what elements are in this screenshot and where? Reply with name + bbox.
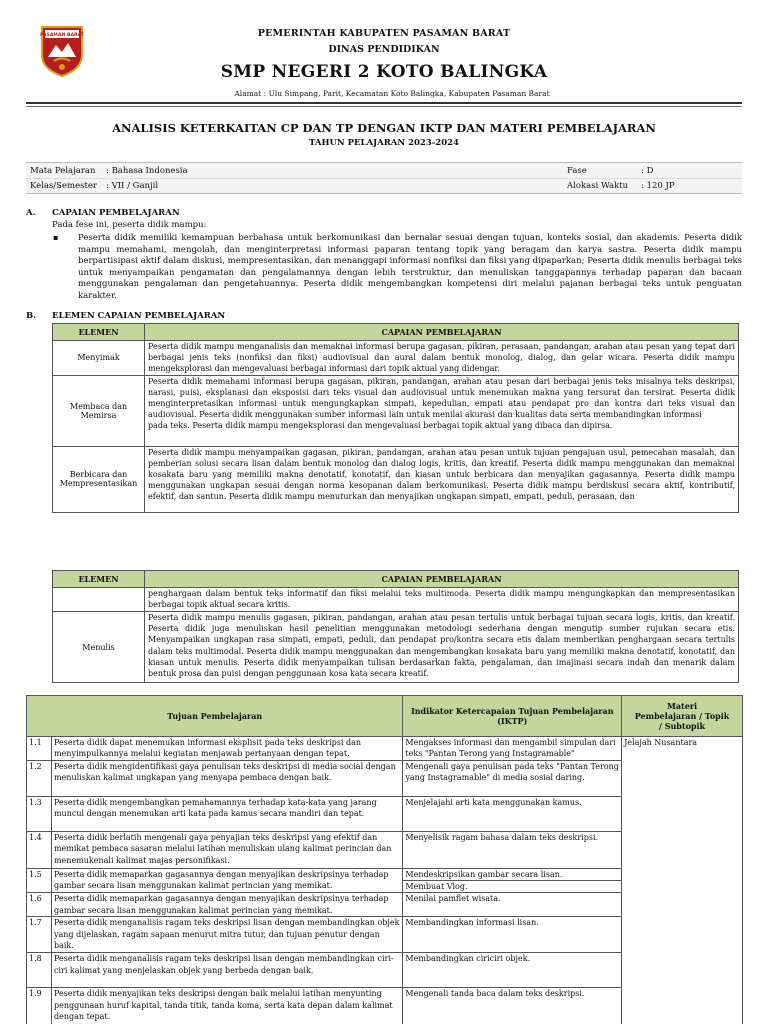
capaian-membaca	[145, 375, 739, 446]
letterhead-divider-thin	[26, 106, 742, 107]
letterhead-divider	[26, 102, 742, 104]
tp-number: 1.1	[27, 737, 52, 761]
table-row	[53, 588, 739, 612]
section-a-title: CAPAIAN PEMBELAJARAN	[52, 208, 180, 218]
col-elemen-header: ELEMEN	[53, 324, 145, 341]
tp-text: Peserta didik mengembangkan pemahamannya terhadap kata-kata yang jarang muncul dengan menemukan arti kata pada kamus secara mandiri dan tepat.	[51, 797, 402, 832]
iktp-cell	[403, 869, 622, 893]
iktp-text: Mengenali gaya penulisan pada teks "Pantan Terong yang Instagramable" di media sosial daring.	[403, 761, 622, 797]
tp-number: 1.2	[27, 761, 52, 797]
tp-number: 1.7	[27, 917, 52, 953]
tp-number: 1.4	[27, 832, 52, 869]
tp-text: Peserta didik berlatih mengenali gaya penyajian teks deskripsi yang efektif dan memikat pembaca sasaran melalui latihan menuliskan ulang kalimat perincian dan menemukenali kalimat majas personifikasi.	[51, 832, 402, 869]
alokasi-label: Alokasi Waktu	[567, 181, 629, 191]
section-a-number: A.	[26, 208, 36, 218]
kelas-value: : VII / Ganjil	[106, 181, 159, 191]
capaian-berbicara: Peserta didik mampu menyampaikan gagasan, pikiran, pandangan, arahan atau pesan untuk tujuan pengajuan usul, pemecahan masalah, dan pemberian solusi secara lisan dalam bentuk monolog dan dialog logis, kritis, dan kreatif. Peserta didik mampu menggunakan dan memaknai kosakata baru yang memiliki makna denotatif, konotatif, dan kiasan untuk berbicara dan menyajikan gagasannya. Peserta didik mampu menggunakan ungkapan sesuai dengan norma kesopanan dalam berkomunikasi. Peserta didik mampu berdiskusi secara aktif, kontributif, efektif, dan santun. Peserta didik mampu menuturkan dan menyajikan ungkapan simpati, empati, peduli, perasaan, dan	[145, 446, 739, 512]
bullet-icon: ▪	[53, 233, 59, 242]
subject-info-box	[26, 162, 742, 194]
col-capaian-header-2: CAPAIAN PEMBELAJARAN	[145, 571, 739, 588]
table-row	[53, 612, 739, 683]
tp-number: 1.3	[27, 797, 52, 832]
mapel-label: Mata Pelajaran	[30, 165, 96, 176]
header-school-name: SMP NEGERI 2 KOTO BALINGKA	[220, 62, 548, 82]
header-dinas: DINAS PENDIDIKAN	[328, 44, 440, 55]
col-iktp-header-line2: (IKTP)	[497, 716, 528, 726]
iktp-text: Membuat Vlog.	[405, 882, 468, 891]
col-iktp-header-line1: Indikator Ketercapaian Tujuan Pembelajaran	[410, 706, 614, 716]
kelas-label: Kelas/Semester	[30, 181, 97, 191]
tp-text: Peserta didik mengidentifikasi gaya penulisan teks deskripsi di media social dengan menuliskan kalimat ungkapan yang menyapa pembaca dengan baik.	[51, 761, 402, 797]
tp-number: 1.6	[27, 893, 52, 917]
iktp-text: Menyelisik ragam bahasa dalam teks deskripsi.	[403, 832, 622, 869]
tp-number: 1.8	[27, 953, 52, 988]
info-row-mapel	[26, 163, 742, 178]
tp-text: Peserta didik dapat menemukan informasi eksplisit pada teks deskripsi dan menyimpulkannya melalui kegiatan menjawab pertanyaan dengan tepat.	[51, 737, 402, 761]
document-title: ANALISIS KETERKAITAN CP DAN TP DENGAN IKTP DAN MATERI PEMBELAJARAN	[112, 121, 656, 135]
fase-value: : D	[641, 165, 654, 176]
col-materi-header-line2: Pembelajaran / Topik	[634, 711, 730, 721]
table-row	[53, 446, 739, 512]
header-address: Alamat : Ulu Simpang, Parit, Kecamatan Koto Balingka, Kabupaten Pasaman Barat	[234, 89, 550, 98]
tp-text: Peserta didik memaparkan gagasannya dengan menyajikan deskripsinya terhadap gambar secara lisan menggunakan kalimat perincian yang memikat.	[51, 869, 402, 893]
iktp-text: Menilai pamflet wisata.	[403, 893, 622, 917]
tp-number: 1.5	[27, 869, 52, 893]
capaian-membaca-text-end: pada teks. Peserta didik mampu mengeksplorasi dan mengevaluasi berbagai topik aktual yang dibaca dan dipirsa.	[148, 421, 613, 431]
iktp-text: Membandingkan ciriciri objek.	[403, 953, 622, 988]
iktp-text: Menjelajahi arti kata menggunakan kamus.	[403, 797, 622, 832]
elemen-menyimak: Menyimak	[53, 341, 145, 376]
col-capaian-header: CAPAIAN PEMBELAJARAN	[145, 324, 739, 341]
header-kabupaten: PEMERINTAH KABUPATEN PASAMAN BARAT	[257, 28, 511, 39]
tp-number: 1.9	[27, 988, 52, 1024]
section-b-heading	[26, 311, 225, 321]
alokasi-value: : 120 JP	[641, 181, 675, 191]
table-row	[53, 375, 739, 446]
section-a-capaian-text: Peserta didik memiliki kemampuan berbahasa untuk berkomunikasi dan bernalar sesuai dengan tujuan, konteks sosial, dan akademis. Peserta didik mampu memahami, mengolah, dan menginterpretasi informasi paparan tentang topik yang beragam dan karya sastra. Peserta didik mampu berpartisipasi aktif dalam diskusi, mempresentasikan, dan menanggapi informasi nonfiksi dan fiksi yang dipaparkan; Peserta didik menulis berbagai teks untuk menyampaikan pengamatan dan pengalamannya dengan lebih terstruktur, dan menuliskan tanggapannya terhadap paparan dan bacaan menggunakan pengalaman dan pengetahuannya. Peserta didik mengembangkan kompetensi diri melalui pajanan berbagai teks untuk penguatan karakter.	[78, 233, 742, 301]
fase-label: Fase	[567, 165, 587, 176]
elemen-cp-table-continued	[52, 570, 739, 683]
section-a-heading	[26, 208, 180, 218]
svg-text:PASAMAN BARAT: PASAMAN BARAT	[40, 33, 84, 38]
elemen-empty-cell	[53, 588, 145, 612]
table-row	[53, 341, 739, 376]
elemen-menulis: Menulis	[53, 612, 145, 683]
tp-text: Peserta didik menganalisis ragam teks deskripsi lisan dengan membandingkan ciri-ciri kalimat yang menjelaskan objek yang berbeda dengan baik.	[51, 953, 402, 988]
tp-text: Peserta didik menganalisis ragam teks deskripsi lisan dengan membandingkan objek yang dijelaskan, ragam sapaan menurut mitra tutur, dan tujuan penutur dengan baik.	[51, 917, 402, 953]
iktp-text: Mengakses informasi dan mengambil simpulan dari teks "Pantan Terong yang Instagramable"	[403, 737, 622, 761]
tp-header-row	[27, 696, 743, 737]
materi-topic: Jelajah Nusantara	[622, 737, 743, 1024]
tp-iktp-table	[26, 695, 743, 1024]
iktp-text: Mengenali tanda baca dalam teks deskripsi.	[403, 988, 622, 1024]
col-iktp-header	[403, 696, 622, 737]
col-tp-header: Tujuan Pembelajaran	[27, 696, 403, 737]
capaian-menyimak: Peserta didik mampu menganalisis dan memaknai informasi berupa gagasan, pikiran, perasaan, pandangan, arahan atau pesan yang tepat dari berbagai jenis teks (nonfiksi dan fiksi) audiovisual dan aural dalam bentuk monolog, dialog, dan gelar wicara. Peserta didik mampu mengeksplorasi dan mengevaluasi berbagai informasi dari topik aktual yang didengar.	[145, 341, 739, 376]
col-elemen-header-2: ELEMEN	[53, 571, 145, 588]
elemen-membaca: Membaca dan Memirsa	[53, 375, 145, 446]
document-year: TAHUN PELAJARAN 2023-2024	[309, 138, 459, 148]
section-a-intro: Pada fese ini, peserta didik mampu:	[52, 220, 207, 230]
tp-text: Peserta didik memaparkan gagasannya dengan menyajikan deskripsinya terhadap gambar secara lisan menggunakan kalimat perincian yang memikat.	[51, 893, 402, 917]
elemen-berbicara: Berbicara dan Mempresentasikan	[53, 446, 145, 512]
capaian-berbicara-continued: penghargaan dalam bentuk teks informatif dan fiksi melalui teks multimoda. Peserta didik mampu mengungkapkan dan mempresentasikan berbagai topik aktual secara kritis.	[145, 588, 739, 612]
capaian-membaca-text: Peserta didik memahami informasi berupa gagasan, pikiran, pandangan, arahan atau pesan dari berbagai jenis teks misalnya teks deskripsi, narasi, puisi, eksplanasi dan eksposisi dari teks visual dan audiovisual untuk menemukan makna yang tersurat dan tersirat. Peserta didik menginterpretasikan informasi untuk mengungkapkan simpati, kepedulian, empati atau pendapat pro dan kontra dari teks visual dan audiovisual. Peserta didik menggunakan sumber informasi lain untuk menilai akurasi dan kualitas data serta membandingkan informasi	[148, 376, 735, 420]
iktp-text: Membandingkan informasi lisan.	[403, 917, 622, 953]
section-b-number: B.	[26, 311, 37, 321]
tp-text: Peserta didik menyajikan teks deskripsi dengan baik melalui latihan menyunting penggunaan huruf kapital, tanda titik, tanda koma, serta kata depan dalam kalimat dengan tepat.	[51, 988, 402, 1024]
info-row-kelas	[26, 178, 742, 193]
table-row	[27, 737, 743, 761]
capaian-menulis: Peserta didik mampu menulis gagasan, pikiran, pandangan, arahan atau pesan tertulis untuk berbagai tujuan secara logis, kritis, dan kreatif. Peserta didik juga menuliskan hasil penelitian menggunakan metodologi sederhana dengan mengutip sumber rujukan secara etis. Menyampaikan ungkapan rasa simpati, empati, peduli, dan pendapat pro/kontra secara etis dalam memberikan penghargaan secara tertulis dalam teks multimodal. Peserta didik mampu menggunakan dan mengembangkan kosakata baru yang memiliki makna denotatif, konotatif, dan kiasan untuk menulis. Peserta didik menyampaikan tulisan berdasarkan fakta, pengalaman, dan imajinasi secara indah dan menarik dalam bentuk prosa dan puisi dengan penggunaan kosa kata secara kreatif.	[145, 612, 739, 683]
elemen-cp-header-row-2	[53, 571, 739, 588]
col-materi-header-line3: / Subtopik	[658, 721, 706, 731]
mapel-value: : Bahasa Indonesia	[106, 165, 188, 176]
section-b-title: ELEMEN CAPAIAN PEMBELAJARAN	[52, 311, 226, 321]
elemen-cp-header-row	[53, 324, 739, 341]
col-materi-header-line1: Materi	[667, 701, 698, 711]
col-materi-header	[622, 696, 743, 737]
elemen-cp-table	[52, 323, 739, 513]
iktp-text: Mendeskripsikan gambar secara lisan.	[403, 869, 621, 881]
